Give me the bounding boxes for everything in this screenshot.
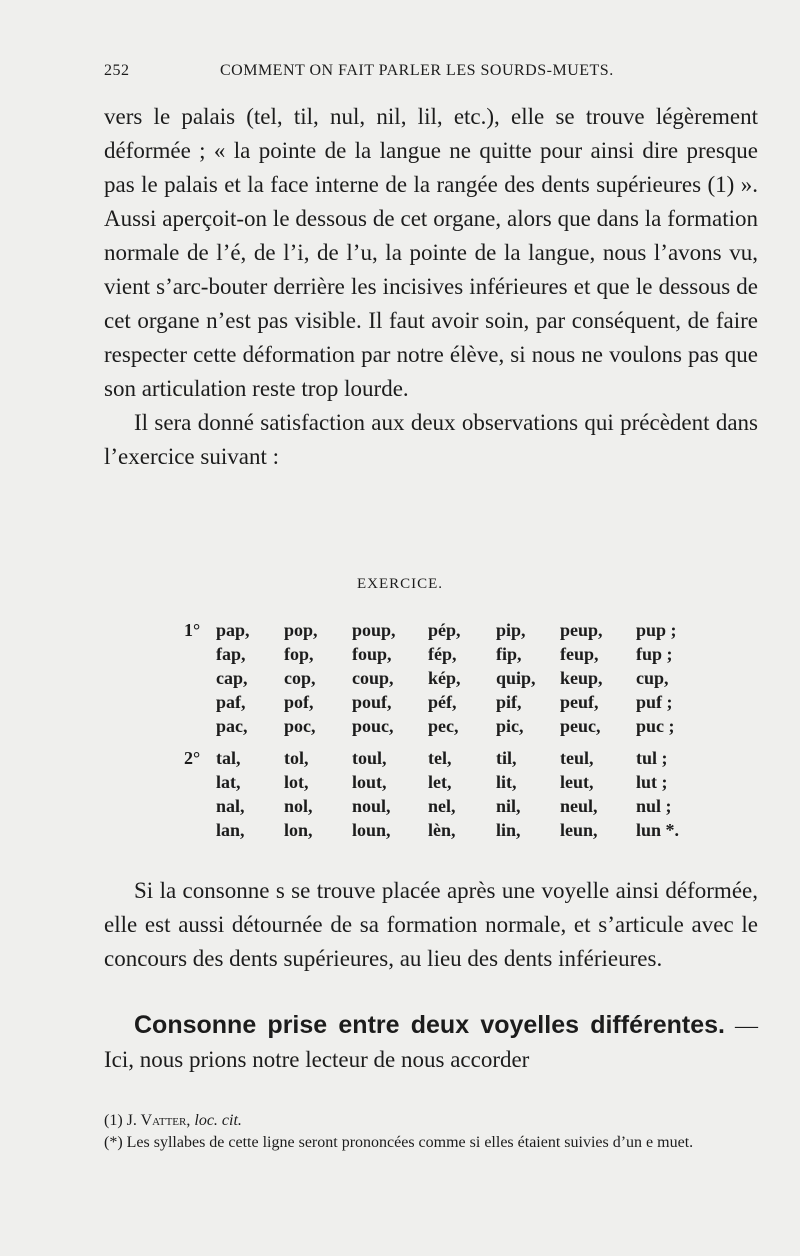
syllable: feup, (560, 644, 599, 664)
syllable: pup ; (636, 620, 677, 640)
group-number: 1° (184, 620, 201, 640)
syllable: kép, (428, 668, 461, 688)
paragraph: vers le palais (tel, til, nul, nil, lil, etc.), elle se trouve légèrement déformée ; « la pointe de la langue ne quitte pour ainsi dire presque pas le palais et la face interne de la rangée des dents supérieures (1) ». Aussi aperçoit-on le dessous de cet organe, alors que dans la formation normale de l’é, de l’i, de l’u, la pointe de la langue, nous l’avons vu, vient s’arc-bouter derrière les incisives inférieures et que le dessous de cet organe n’est pas visible. Il faut avoir soin, par conséquent, de faire respecter cette déformation par notre élève, si nous ne voulons pas que son articulation reste trop lourde. (104, 104, 758, 401)
syllable: nil, (496, 796, 521, 816)
syllable: pouf, (352, 692, 392, 712)
exercise-table (180, 620, 700, 852)
syllable: lut ; (636, 772, 668, 792)
exercise-row (180, 716, 700, 740)
syllable: tal, (216, 748, 241, 768)
syllable: pec, (428, 716, 459, 736)
syllable: cap, (216, 668, 248, 688)
syllable: pac, (216, 716, 248, 736)
syllable: til, (496, 748, 517, 768)
section-text: — Ici, nous prions notre lecteur de nous accorder (104, 1013, 759, 1072)
syllable: coup, (352, 668, 394, 688)
syllable: puf ; (636, 692, 673, 712)
section-heading: Consonne prise entre deux voyelles différentes. (134, 1011, 725, 1039)
exercise-row (180, 668, 700, 692)
syllable: poc, (284, 716, 316, 736)
exercise-group (180, 620, 700, 740)
syllable: keup, (560, 668, 603, 688)
syllable: tul ; (636, 748, 668, 768)
syllable: peuc, (560, 716, 601, 736)
syllable: peuf, (560, 692, 599, 712)
syllable: lit, (496, 772, 517, 792)
syllable: pof, (284, 692, 314, 712)
paragraph: Si la consonne s se trouve placée après une voyelle ainsi déformée, elle est aussi détournée de sa formation normale, et s’articule avec le concours des dents supérieures, au lieu des dents inférieures. (104, 878, 758, 971)
page-header (104, 62, 756, 86)
exercise-row (180, 748, 700, 772)
footnote (104, 1132, 758, 1154)
exercise-row (180, 644, 700, 668)
footnote-author: J. Vatter, (126, 1112, 191, 1129)
syllable: pip, (496, 620, 526, 640)
syllable: lat, (216, 772, 241, 792)
syllable: nul ; (636, 796, 672, 816)
syllable: lot, (284, 772, 309, 792)
syllable: cop, (284, 668, 316, 688)
syllable: nel, (428, 796, 456, 816)
syllable: leun, (560, 820, 598, 840)
footnote-text: loc. cit. (194, 1112, 242, 1129)
syllable: péf, (428, 692, 457, 712)
footnote-mark: (*) (104, 1134, 123, 1151)
syllable: fap, (216, 644, 246, 664)
syllable: lun *. (636, 820, 680, 840)
footnote-mark: (1) (104, 1112, 123, 1129)
syllable: fop, (284, 644, 314, 664)
exercise-title: EXERCICE. (356, 576, 444, 592)
syllable: tel, (428, 748, 452, 768)
syllable: fip, (496, 644, 522, 664)
syllable: lout, (352, 772, 387, 792)
paragraph: Il sera donné satisfaction aux deux observations qui précèdent dans l’exercice suivant : (104, 410, 758, 469)
syllable: fép, (428, 644, 457, 664)
exercise-row (180, 692, 700, 716)
syllable: quip, (496, 668, 536, 688)
exercise-row (180, 796, 700, 820)
syllable: toul, (352, 748, 387, 768)
syllable: pouc, (352, 716, 394, 736)
running-title: COMMENT ON FAIT PARLER LES SOURDS-MUETS. (220, 62, 614, 79)
syllable: nol, (284, 796, 313, 816)
after-text (104, 874, 758, 976)
syllable: puc ; (636, 716, 675, 736)
exercise-row (180, 772, 700, 796)
syllable: tol, (284, 748, 309, 768)
syllable: paf, (216, 692, 246, 712)
page-number: 252 (104, 62, 130, 79)
syllable: noul, (352, 796, 391, 816)
syllable: pop, (284, 620, 318, 640)
syllable: leut, (560, 772, 594, 792)
group-number: 2° (184, 748, 201, 768)
syllable: cup, (636, 668, 669, 688)
syllable: nal, (216, 796, 245, 816)
syllable: pif, (496, 692, 522, 712)
syllable: loun, (352, 820, 391, 840)
syllable: let, (428, 772, 452, 792)
syllable: pap, (216, 620, 250, 640)
syllable: lèn, (428, 820, 456, 840)
exercise-row (180, 620, 700, 644)
syllable: poup, (352, 620, 396, 640)
section (104, 1008, 758, 1077)
syllable: lon, (284, 820, 313, 840)
syllable: foup, (352, 644, 392, 664)
syllable: peup, (560, 620, 603, 640)
syllable: lan, (216, 820, 245, 840)
footnotes (104, 1110, 758, 1154)
main-text (104, 100, 758, 474)
footnote-text: Les syllabes de cette ligne seront prononcées comme si elles étaient suivies d’un e muet. (126, 1134, 694, 1151)
footnote (104, 1110, 758, 1132)
syllable: teul, (560, 748, 594, 768)
exercise-group (180, 748, 700, 844)
exercise-row (180, 820, 700, 844)
syllable: fup ; (636, 644, 673, 664)
syllable: neul, (560, 796, 598, 816)
syllable: pép, (428, 620, 461, 640)
syllable: lin, (496, 820, 521, 840)
syllable: pic, (496, 716, 524, 736)
